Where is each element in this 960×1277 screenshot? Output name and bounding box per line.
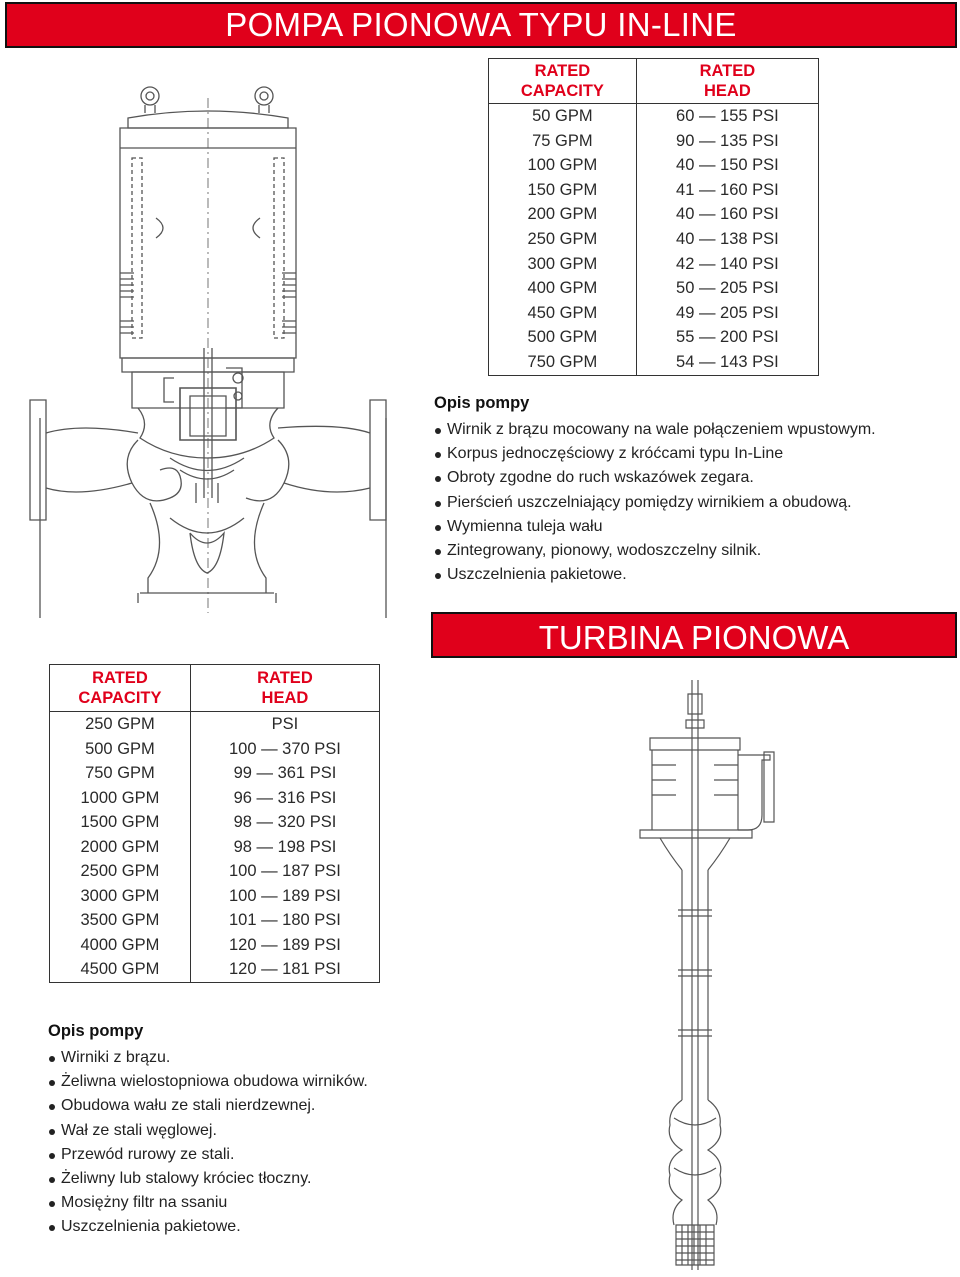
- capacity-cell: 1500 GPM: [50, 810, 191, 835]
- inline-pump-drawing-icon: [20, 78, 420, 618]
- table-row: [489, 129, 819, 154]
- head-cell: 41 — 160 PSI: [636, 178, 818, 203]
- vertical-turbine-description: [48, 1020, 368, 1240]
- in-line-pump-title: POMPA PIONOWA TYPU IN-LINE: [5, 2, 957, 48]
- header-line: RATED: [699, 62, 756, 80]
- head-cell: 98 — 198 PSI: [190, 835, 379, 860]
- list-item: Wał ze stali węglowej.: [48, 1119, 368, 1143]
- head-cell: 100 — 189 PSI: [190, 884, 379, 909]
- list-item: Wirniki z brązu.: [48, 1046, 368, 1070]
- capacity-cell: 2500 GPM: [50, 859, 191, 884]
- rated-capacity-header: [50, 665, 191, 712]
- head-cell: 99 — 361 PSI: [190, 761, 379, 786]
- capacity-cell: 50 GPM: [489, 104, 637, 129]
- capacity-cell: 400 GPM: [489, 276, 637, 301]
- head-cell: 100 — 370 PSI: [190, 737, 379, 762]
- table-row: [489, 178, 819, 203]
- in-line-pump-description: [434, 392, 876, 587]
- table-row: [489, 227, 819, 252]
- table-row: [50, 957, 380, 982]
- table-row: [489, 325, 819, 350]
- capacity-cell: 4500 GPM: [50, 957, 191, 982]
- head-cell: 49 — 205 PSI: [636, 301, 818, 326]
- description-list: [48, 1046, 368, 1240]
- vertical-turbine-ratings-table: [49, 664, 380, 983]
- capacity-cell: 100 GPM: [489, 153, 637, 178]
- table-row: [50, 908, 380, 933]
- vertical-turbine-drawing-icon: [630, 680, 780, 1275]
- table-row: [489, 252, 819, 277]
- capacity-cell: 200 GPM: [489, 202, 637, 227]
- capacity-cell: 450 GPM: [489, 301, 637, 326]
- capacity-cell: 750 GPM: [50, 761, 191, 786]
- header-line: CAPACITY: [78, 689, 162, 707]
- table-row: [50, 859, 380, 884]
- capacity-cell: 250 GPM: [50, 712, 191, 737]
- list-item: Mosiężny filtr na ssaniu: [48, 1191, 368, 1215]
- head-cell: 55 — 200 PSI: [636, 325, 818, 350]
- capacity-cell: 750 GPM: [489, 350, 637, 375]
- table-row: [50, 761, 380, 786]
- head-cell: 101 — 180 PSI: [190, 908, 379, 933]
- head-cell: 100 — 187 PSI: [190, 859, 379, 884]
- description-heading: Opis pompy: [434, 394, 530, 412]
- table-row: [489, 104, 819, 129]
- head-cell: 96 — 316 PSI: [190, 786, 379, 811]
- rated-capacity-header: [489, 59, 637, 104]
- head-cell: 42 — 140 PSI: [636, 252, 818, 277]
- list-item: Korpus jednoczęściowy z króćcami typu In-Line: [434, 442, 876, 466]
- table-row: [50, 835, 380, 860]
- header-line: RATED: [257, 669, 313, 687]
- capacity-cell: 500 GPM: [489, 325, 637, 350]
- list-item: Wirnik z brązu mocowany na wale połączeniem wpustowym.: [434, 418, 876, 442]
- in-line-pump-ratings-table: [488, 58, 819, 376]
- header-line: RATED: [92, 669, 148, 687]
- list-item: Obroty zgodne do ruch wskazówek zegara.: [434, 466, 876, 490]
- vertical-turbine-title: TURBINA PIONOWA: [431, 612, 957, 658]
- table-row: [50, 712, 380, 737]
- capacity-cell: 500 GPM: [50, 737, 191, 762]
- rated-head-header: [636, 59, 818, 104]
- capacity-cell: 150 GPM: [489, 178, 637, 203]
- table-row: [50, 884, 380, 909]
- list-item: Przewód rurowy ze stali.: [48, 1143, 368, 1167]
- head-cell: 90 — 135 PSI: [636, 129, 818, 154]
- capacity-cell: 300 GPM: [489, 252, 637, 277]
- head-cell: PSI: [190, 712, 379, 737]
- list-item: Żeliwna wielostopniowa obudowa wirników.: [48, 1070, 368, 1094]
- head-cell: 40 — 160 PSI: [636, 202, 818, 227]
- list-item: Wymienna tuleja wału: [434, 515, 876, 539]
- table-row: [50, 786, 380, 811]
- head-cell: 120 — 181 PSI: [190, 957, 379, 982]
- capacity-cell: 1000 GPM: [50, 786, 191, 811]
- head-cell: 54 — 143 PSI: [636, 350, 818, 375]
- capacity-cell: 3000 GPM: [50, 884, 191, 909]
- table-row: [50, 737, 380, 762]
- head-cell: 50 — 205 PSI: [636, 276, 818, 301]
- table-row: [50, 933, 380, 958]
- header-line: HEAD: [261, 689, 309, 707]
- list-item: Pierścień uszczelniający pomiędzy wirnikiem a obudową.: [434, 491, 876, 515]
- table-row: [489, 350, 819, 375]
- header-line: RATED: [534, 62, 591, 80]
- table-row: [489, 202, 819, 227]
- list-item: Zintegrowany, pionowy, wodoszczelny silnik.: [434, 539, 876, 563]
- capacity-cell: 250 GPM: [489, 227, 637, 252]
- table-row: [489, 276, 819, 301]
- header-line: HEAD: [704, 82, 751, 100]
- description-heading: Opis pompy: [48, 1022, 144, 1040]
- head-cell: 60 — 155 PSI: [636, 104, 818, 129]
- header-line: CAPACITY: [520, 82, 604, 100]
- table-header-row: [50, 665, 380, 712]
- table-row: [489, 153, 819, 178]
- head-cell: 40 — 138 PSI: [636, 227, 818, 252]
- table-header-row: [489, 59, 819, 104]
- capacity-cell: 2000 GPM: [50, 835, 191, 860]
- rated-head-header: [190, 665, 379, 712]
- head-cell: 120 — 189 PSI: [190, 933, 379, 958]
- capacity-cell: 3500 GPM: [50, 908, 191, 933]
- head-cell: 40 — 150 PSI: [636, 153, 818, 178]
- head-cell: 98 — 320 PSI: [190, 810, 379, 835]
- list-item: Uszczelnienia pakietowe.: [434, 563, 876, 587]
- list-item: Uszczelnienia pakietowe.: [48, 1215, 368, 1239]
- list-item: Obudowa wału ze stali nierdzewnej.: [48, 1094, 368, 1118]
- capacity-cell: 75 GPM: [489, 129, 637, 154]
- table-row: [50, 810, 380, 835]
- table-row: [489, 301, 819, 326]
- capacity-cell: 4000 GPM: [50, 933, 191, 958]
- description-list: [434, 418, 876, 587]
- list-item: Żeliwny lub stalowy króciec tłoczny.: [48, 1167, 368, 1191]
